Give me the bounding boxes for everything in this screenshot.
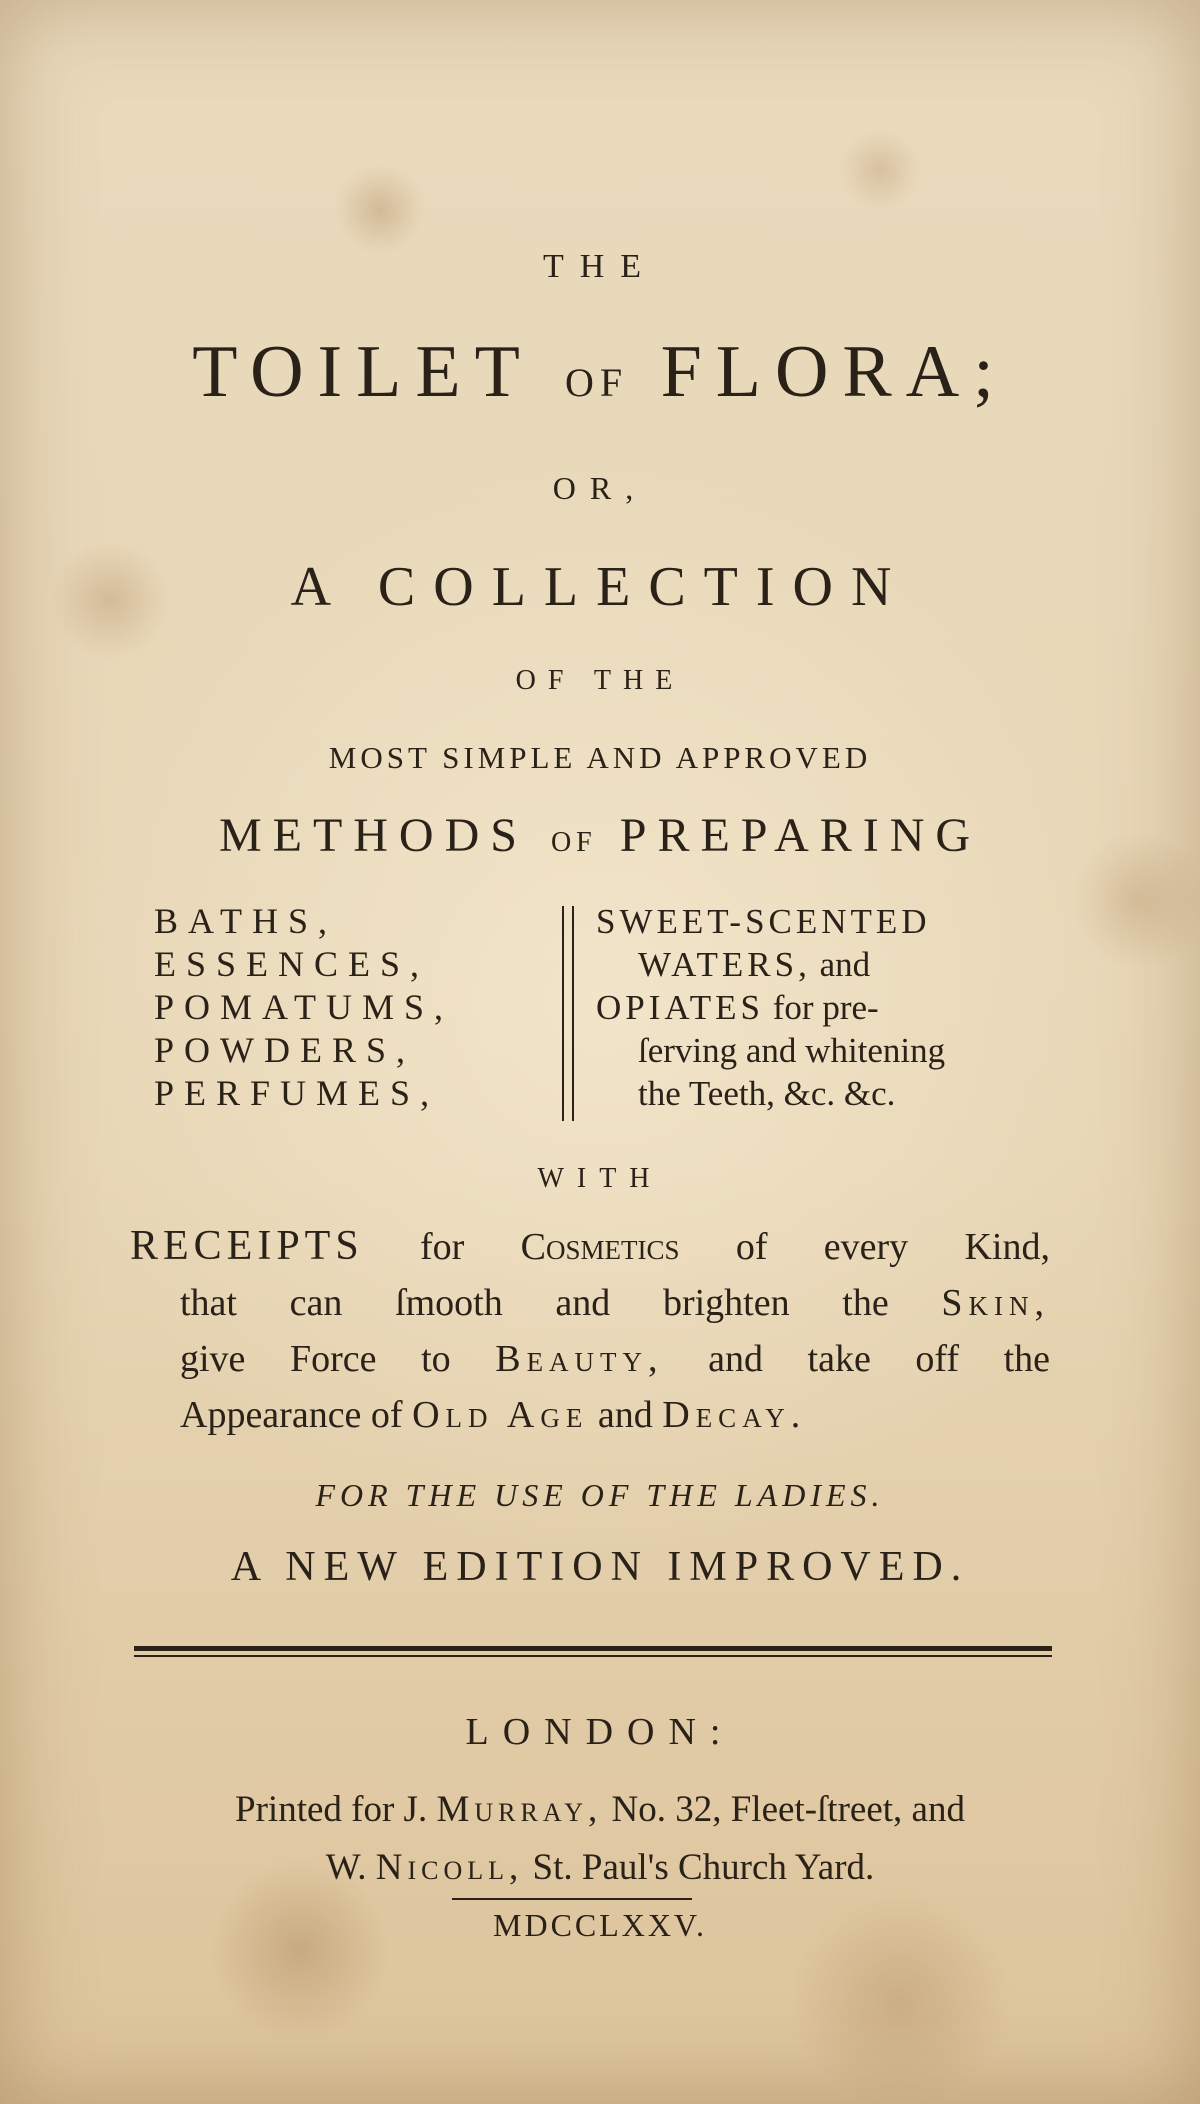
list-item: POWDERS,	[154, 1030, 416, 1070]
list-item	[596, 986, 945, 1029]
imprint-text: St. Paul's Church Yard.	[532, 1847, 875, 1888]
receipts-text: and	[597, 1394, 653, 1436]
list-item-rest: for pre-	[772, 988, 879, 1027]
subtitle-of-the: OF THE	[515, 665, 685, 696]
imprint-bookseller	[0, 1846, 1200, 1889]
methods-of: OF	[550, 827, 597, 858]
beauty-word: Beauty,	[495, 1338, 664, 1380]
receipts-paragraph	[130, 1218, 1050, 1443]
list-item: PERFUMES,	[154, 1073, 440, 1113]
subtitle-methods	[0, 808, 1200, 863]
new-edition: A NEW EDITION IMPROVED.	[230, 1544, 970, 1590]
list-item: BATHS,	[154, 901, 338, 941]
imprint-printer	[0, 1788, 1200, 1831]
with-label: WITH	[537, 1163, 663, 1194]
receipts-text: of every Kind,	[735, 1226, 1050, 1268]
title-or: OR,	[552, 470, 648, 506]
imprint-text: W.	[325, 1847, 367, 1888]
receipts-line	[130, 1331, 1050, 1387]
book-title	[0, 330, 1200, 415]
title-flora: FLORA;	[660, 331, 1008, 413]
receipts-line	[130, 1275, 1050, 1331]
skin-word: Skin,	[941, 1282, 1051, 1324]
list-item-caps: WATERS,	[638, 945, 811, 984]
imprint-nicoll: Nicoll,	[375, 1847, 524, 1888]
preparations-left-column	[154, 900, 453, 1115]
cosmetics-word: Cosmetics	[520, 1226, 680, 1268]
title-of: OF	[564, 360, 629, 405]
receipts-text: that can ſmooth and brighten the	[180, 1282, 889, 1324]
list-item: SWEET-SCENTED	[596, 902, 931, 941]
title-toilet: TOILET	[192, 331, 533, 413]
double-horizontal-rule	[134, 1646, 1052, 1657]
imprint-text: No. 32, Fleet-ſtreet, and	[611, 1789, 965, 1830]
title-the: THE	[542, 248, 658, 285]
old-age-words: Old Age	[412, 1394, 589, 1436]
receipts-line	[130, 1218, 1050, 1275]
list-item: ſerving and whitening	[638, 1031, 946, 1070]
methods-word: METHODS	[218, 809, 528, 862]
imprint-london: LONDON:	[465, 1711, 735, 1753]
list-item: the Teeth, &c. &c.	[638, 1074, 896, 1113]
subtitle-most-simple: MOST SIMPLE AND APPROVED	[328, 740, 872, 775]
list-item: ESSENCES,	[154, 944, 430, 984]
decay-word: Decay.	[662, 1394, 807, 1436]
receipts-text: for	[420, 1226, 465, 1268]
preparations-list	[150, 900, 1050, 1140]
for-the-ladies: FOR THE USE OF THE LADIES.	[315, 1477, 885, 1513]
list-item-caps: OPIATES	[596, 988, 765, 1027]
receipts-text: give Force to	[180, 1338, 451, 1380]
receipts-text: and take off the	[708, 1338, 1051, 1380]
imprint-murray: Murray,	[436, 1789, 603, 1830]
receipts-word: RECEIPTS	[130, 1223, 364, 1269]
short-horizontal-rule	[452, 1898, 692, 1900]
subtitle-collection: A COLLECTION	[290, 556, 910, 618]
double-vertical-rule	[562, 906, 574, 1121]
list-item	[596, 943, 945, 986]
imprint-year: MDCCLXXV.	[493, 1907, 707, 1943]
imprint-text: Printed for J.	[235, 1789, 428, 1830]
receipts-line	[130, 1387, 1050, 1443]
receipts-text: Appearance of	[180, 1394, 403, 1436]
preparing-word: PREPARING	[619, 809, 982, 862]
list-item-rest: and	[819, 945, 871, 984]
preparations-right-column	[596, 900, 945, 1115]
list-item: POMATUMS,	[154, 987, 454, 1027]
